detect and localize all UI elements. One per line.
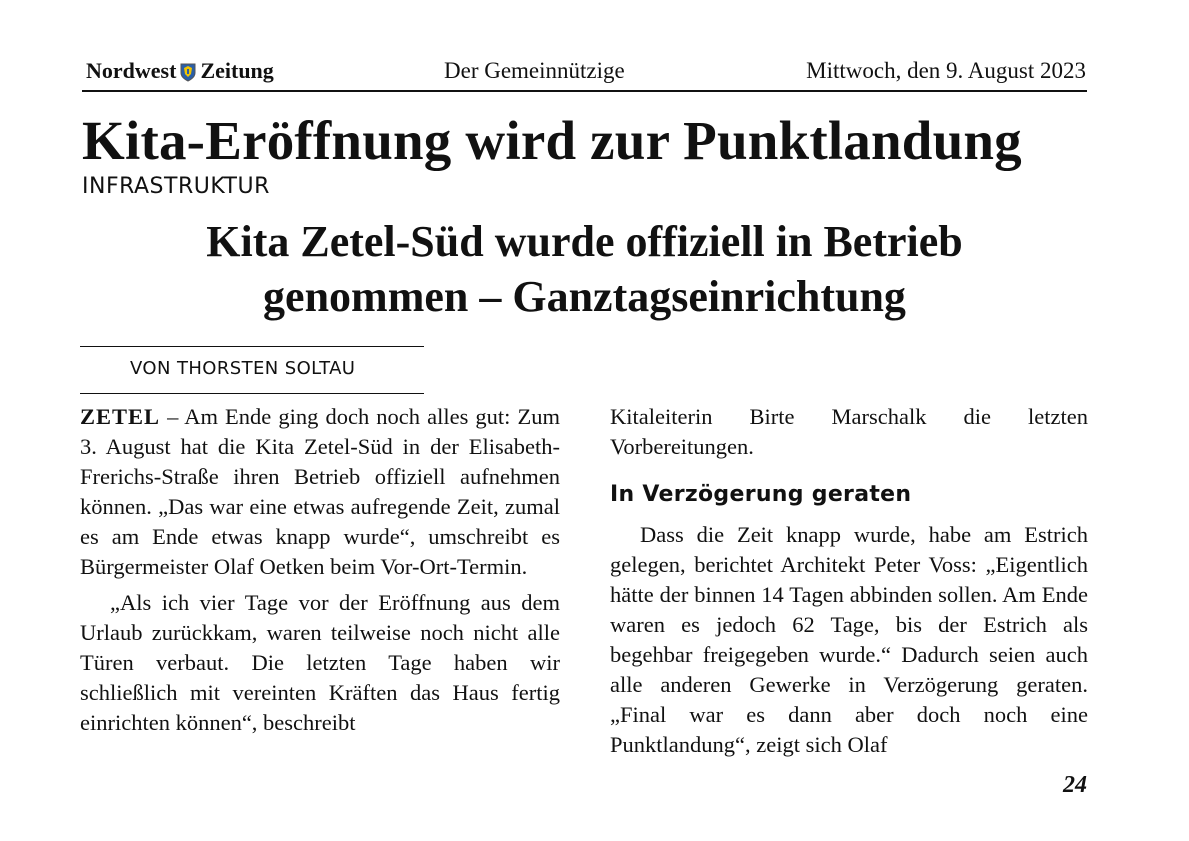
byline-rule-top [80,346,424,347]
byline-rule-bottom [80,393,424,394]
paragraph-3: Kitaleiterin Birte Marschalk die letzten Vorbereitungen. [610,404,1088,459]
issue-date: Mittwoch, den 9. August 2023 [806,58,1086,83]
article-column-right [610,402,1088,760]
section-name: Der Gemeinnützige [444,58,625,83]
brand-name-left: Nordwest [86,58,177,83]
article-kicker: INFRASTRUKTUR [82,174,270,199]
header-divider [82,90,1087,92]
paragraph-1 [80,402,560,582]
masthead [86,58,1086,88]
article-subheadline [82,214,1087,324]
brand-name-right: Zeitung [200,58,274,83]
paragraph-4: Dass die Zeit knapp wurde, habe am Estrich gelegen, berichtet Architekt Peter Voss: „Eigentlich hätte der binnen 14 Tagen abbinden sollen. Am Ende waren es jedoch 62 Tage, bis der Estrich als begehbar freigegeben wurde.“ Dadurch seien auch alle anderen Gewerke in Verzögerung geraten. „Final war es dann aber doch noch eine Punktlandung“, zeigt sich Olaf [610,522,1088,757]
dateline: ZETEL [80,404,161,429]
paragraph-2: „Als ich vier Tage vor der Eröffnung aus dem Urlaub zurückkam, waren teilweise noch nicht alle Türen verbaut. Die letzten Tage haben wir schließlich mit vereinten Kräften das Haus fertig einrichten können“, beschreibt [80,590,560,735]
page-number: 24 [1063,772,1087,798]
coat-of-arms-icon [180,62,196,81]
paragraph-1-text: – Am Ende ging doch noch alles gut: Zum 3. August hat die Kita Zetel-Süd in der Elisabeth-Frerichs-Straße ihren Betrieb offiziell aufnehmen können. „Das war eine etwas aufregende Zeit, zumal es am Ende etwas knapp wurde“, umschreibt es Bürgermeister Olaf Oetken beim Vor-Ort-Termin. [80,404,560,579]
subheadline-line-1: Kita Zetel-Süd wurde offiziell in Betrieb [206,217,963,266]
article-column-left [80,402,560,738]
article-subhead: In Verzögerung geraten [610,482,912,507]
subheadline-line-2: genommen – Ganztagseinrichtung [263,272,906,321]
article-byline: VON THORSTEN SOLTAU [130,358,356,379]
article-headline: Kita-Eröffnung wird zur Punktlandung [82,110,1022,171]
newspaper-brand [86,58,274,84]
